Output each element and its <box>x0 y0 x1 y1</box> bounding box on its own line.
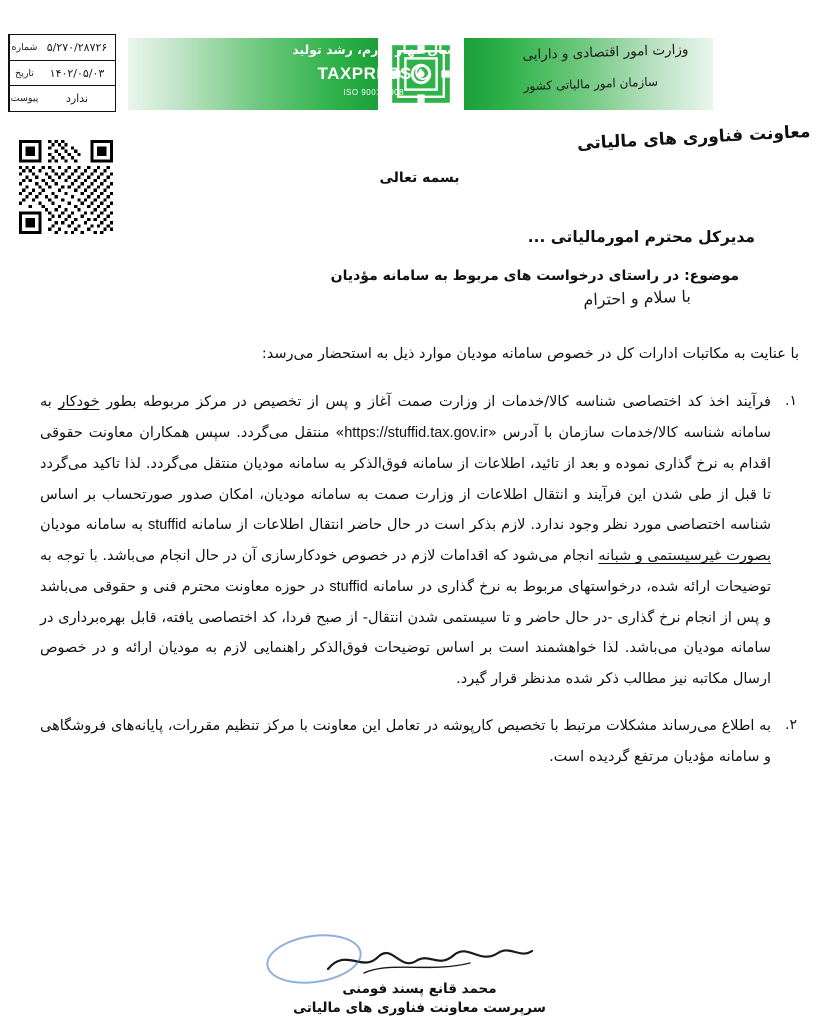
letter-body <box>40 228 799 788</box>
addressee-line: مدیرکل محترم امورمالیاتی ... <box>527 228 755 246</box>
registration-value-attachment: ندارد <box>65 92 89 106</box>
besmeh-taali: بسمه تعالی <box>379 170 460 186</box>
item-number: ۲. <box>785 716 797 733</box>
registration-value-number: ۵/۲۷۰/۲۸۷۲۶ <box>39 35 115 61</box>
registration-label-date: تاریخ <box>10 61 39 87</box>
taxpress-brand <box>318 64 430 84</box>
list-item <box>40 387 797 694</box>
deputy-department-title: معاونت فناوری های مالیاتی <box>577 121 812 155</box>
registration-values <box>39 35 115 111</box>
organization-names <box>522 41 713 94</box>
green-banner <box>128 38 713 110</box>
registration-label-number: شماره <box>10 35 39 61</box>
taxpress-brand-text: TAXPRESS <box>317 64 412 83</box>
signer-name: محمد قانع پسند فومنی <box>342 981 497 997</box>
list-item <box>40 711 797 772</box>
registration-labels <box>9 35 39 111</box>
signer-role: سرپرست معاونت فناوری های مالیاتی <box>293 1000 546 1016</box>
item-text: به اطلاع می‌رساند مشکلات مرتبط با تخصیص کارپوشه در تعامل این معاونت با مرکز تنظیم مقررات، پایانه‌های فروشگاهی و سامانه مؤدیان مرتفع گردیده است. <box>40 717 771 765</box>
organization-line-2: سازمان امور مالیاتی کشور <box>523 74 659 94</box>
handwritten-greeting: با سلام و احترام <box>583 286 692 310</box>
letterhead <box>0 18 839 128</box>
handwritten-signature <box>260 945 580 979</box>
numbered-items-list <box>40 387 799 772</box>
registration-label-attachment: پیوست <box>10 93 39 105</box>
banner-slogan: سال مهار تورم، رشد تولید <box>292 42 456 57</box>
lead-paragraph: با عنایت به مکاتبات ادارات کل در خصوص سامانه مودیان موارد ذیل به استحضار می‌رسد: <box>261 346 799 362</box>
qr-code <box>10 138 122 236</box>
organization-line-1: وزارت امور اقتصادی و دارایی <box>522 41 689 64</box>
taxpress-logo-icon <box>415 65 430 80</box>
item-number: ۱. <box>785 393 797 410</box>
item-text: فرآیند اخذ کد اختصاصی شناسه کالا/خدمات از وزارت صمت آغاز و پس از تخصیص در مرکز مربوطه بطور خودکار به سامانه شناسه کالا/خدمات سازمان با آدرس «https://stuffid.tax.gov.ir» منتقل می‌گردد. سپس همکاران معاونت حقوقی اقدام به نرخ گذاری نموده و بعد از تائید، اطلاعات از سامانه فوق‌الذکر به سامانه مودیان منتقل می‌گردد. لذا تاکید می‌گردد تا قبل از طی شدن این فرآیند و انتقال اطلاعات از وزارت صمت به سامانه مودیان، امکان صدور صورتحساب بر اساس شناسه اختصاصی مورد نظر وجود ندارد. لازم بذکر است در حال حاضر انتقال اطلاعات از سامانه stuffid به سامانه مودیان بصورت غیرسیستمی و شبانه انجام می‌شود که اقدامات لازم در خصوص خودکارسازی آن در حال انجام می‌باشد. با توجه به توضیحات ارائه شده، درخواستهای مربوط به نرخ گذاری در سامانه stuffid در حوزه معاونت محترم فنی و حقوقی می‌باشد و پس از انجام نرخ گذاری -در حال حاضر و تا سیستمی شدن انتقال- از صبح فردا، کد اختصاصی یافته، قابل بهره‌برداری در سامانه مودیان می‌باشد. لذا خواهشمند است بر اساس توضیحات فوق‌الذکر راهنمایی لازم به مودیان ارائه و در خصوص ارسال مکاتبه نیز مطالب ذکر شده مدنظر قرار گیرد. <box>40 394 772 688</box>
iso-certification-text: ISO 9001-2008 <box>343 88 405 97</box>
registration-box <box>8 34 116 112</box>
signature-block <box>260 945 580 1016</box>
subject-line: موضوع: در راستای درخواست های مربوط به سامانه مؤدیان <box>330 268 739 284</box>
registration-value-date: ۱۴۰۲/۰۵/۰۳ <box>39 61 115 87</box>
qr-code-icon <box>12 140 120 234</box>
